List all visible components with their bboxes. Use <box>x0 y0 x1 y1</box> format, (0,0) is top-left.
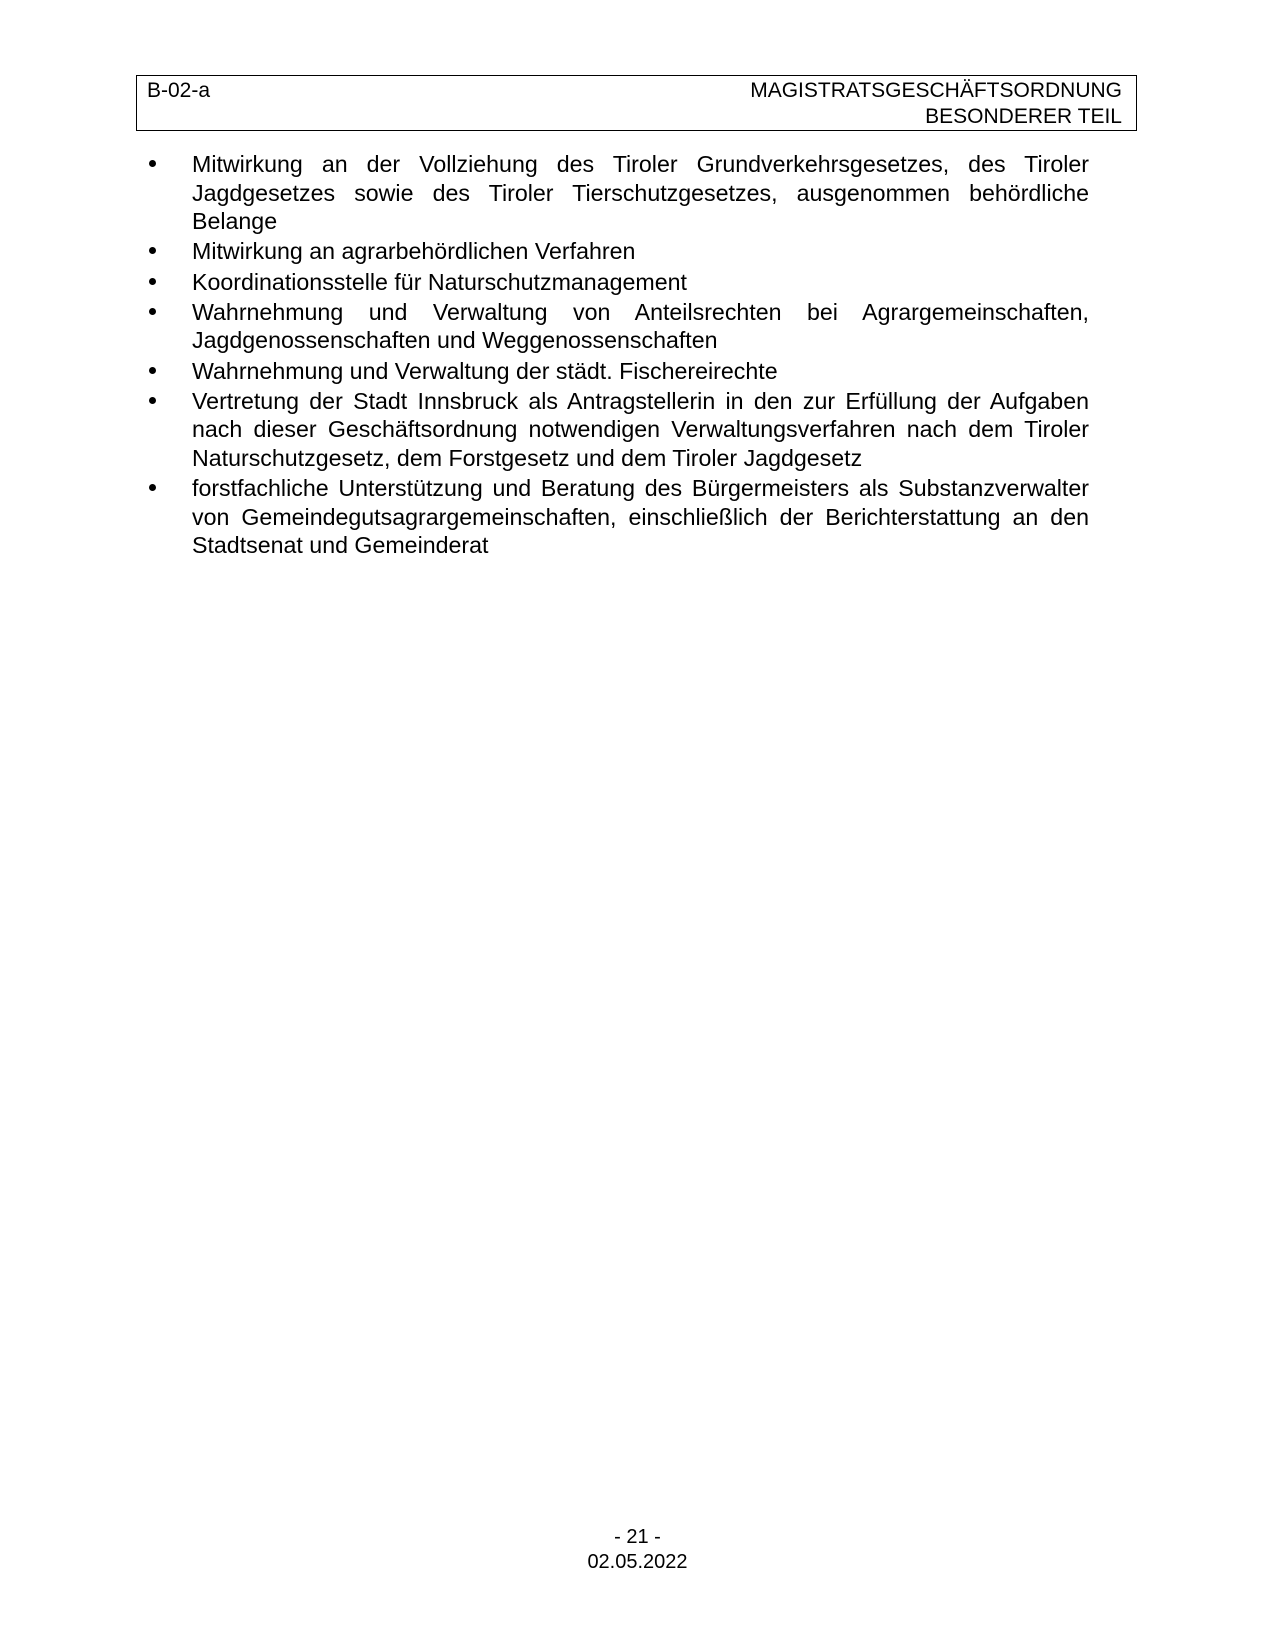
list-item-text: Vertretung der Stadt Innsbruck als Antragstellerin in den zur Erfüllung der Aufgaben nach dieser Geschäftsordnung notwendigen Verwaltungsverfahren nach dem Tiroler Naturschutzgesetz, dem Forstgesetz und dem Tiroler Jagdgesetz <box>192 387 1089 471</box>
list-item <box>0 357 1275 386</box>
list-item <box>0 237 1275 266</box>
bullet-icon <box>149 247 156 254</box>
bullet-icon <box>149 278 156 285</box>
list-item <box>0 298 1275 355</box>
document-title <box>750 78 1122 130</box>
list-item <box>0 150 1275 236</box>
bullet-icon <box>149 367 156 374</box>
list-item-text: Wahrnehmung und Verwaltung von Anteilsrechten bei Agrargemeinschaften, Jagdgenossenschaften und Weggenossenschaften <box>192 298 1089 354</box>
page-header <box>136 75 1137 131</box>
bullet-icon <box>149 308 156 315</box>
list-item-text: Koordinationsstelle für Naturschutzmanagement <box>192 268 687 295</box>
task-list <box>0 150 1275 560</box>
document-title-line-1: MAGISTRATSGESCHÄFTSORDNUNG <box>750 79 1122 102</box>
list-item <box>0 268 1275 297</box>
bullet-icon <box>149 484 156 491</box>
bullet-icon <box>149 397 156 404</box>
list-item <box>0 387 1275 473</box>
page-footer <box>0 1525 1275 1575</box>
list-item-text: Wahrnehmung und Verwaltung der städt. Fischereirechte <box>192 357 778 384</box>
document-code: B-02-a <box>147 79 211 102</box>
bullet-icon <box>149 160 156 167</box>
list-item <box>0 474 1275 560</box>
list-item-text: forstfachliche Unterstützung und Beratung des Bürgermeisters als Substanzverwalter von Gemeindegutsagrargemeinschaften, einschließlich der Berichterstattung an den Stadtsenat und Gemeinderat <box>192 475 1089 559</box>
document-title-line-2: BESONDERER TEIL <box>925 105 1122 128</box>
page-number: - 21 - <box>614 1526 661 1548</box>
list-item-text: Mitwirkung an der Vollziehung des Tiroler Grundverkehrsgesetzes, des Tiroler Jagdgesetzes sowie des Tiroler Tierschutzgesetzes, ausgenommen behördliche Belange <box>192 151 1089 235</box>
list-item-text: Mitwirkung an agrarbehördlichen Verfahren <box>192 238 636 265</box>
document-date: 02.05.2022 <box>587 1551 688 1573</box>
